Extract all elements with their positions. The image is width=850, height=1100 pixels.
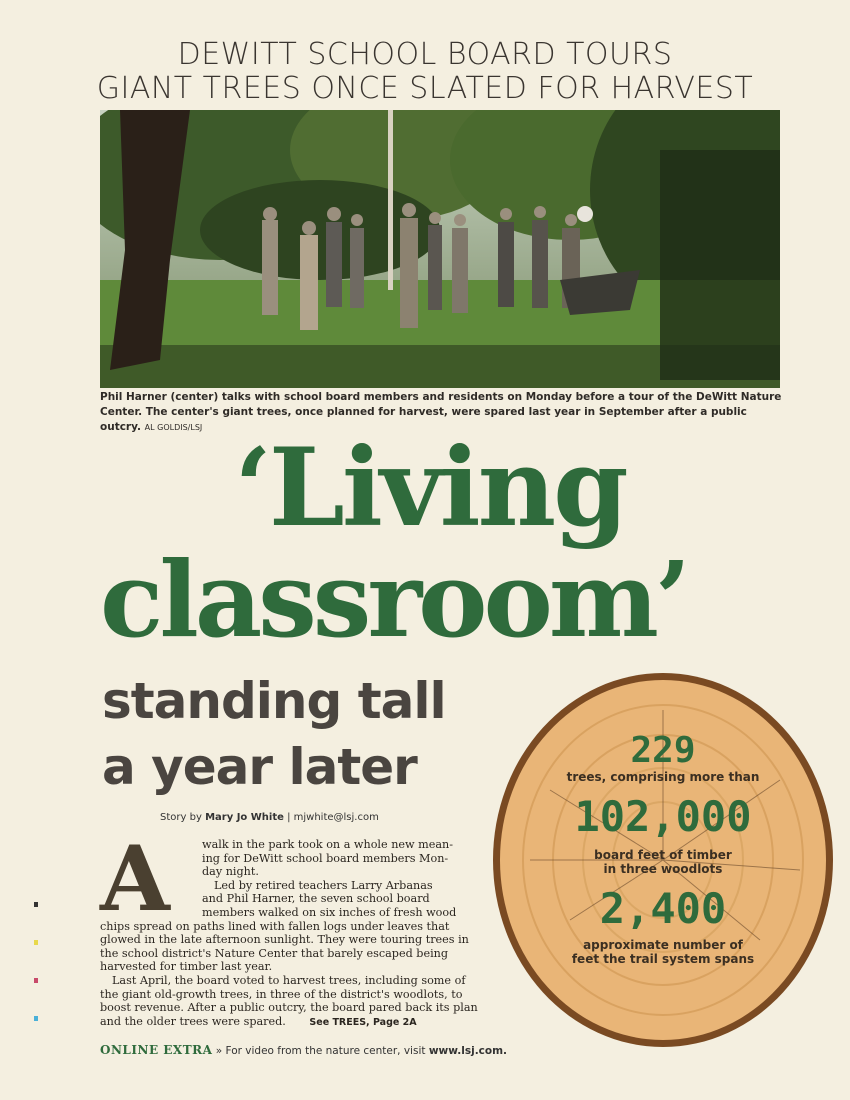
registration-mark: [34, 978, 38, 983]
stat-label: in three woodlots: [603, 862, 723, 876]
online-extra-url[interactable]: www.lsj.com.: [428, 1045, 508, 1057]
article-line: day night.: [202, 865, 259, 879]
article-body: [100, 826, 480, 1029]
stat-number: 102,000: [574, 792, 752, 841]
stat-label: approximate number of: [583, 938, 743, 952]
byline: [160, 812, 379, 823]
photo-illustration: [100, 110, 780, 388]
stat-number: 2,400: [599, 884, 727, 933]
online-extra: [100, 1043, 507, 1057]
byline-prefix: Story by: [160, 812, 202, 823]
registration-mark: [34, 902, 38, 907]
registration-mark: [34, 940, 38, 945]
subtitle-line1: standing tall: [102, 672, 446, 730]
main-title-line2: classroom’: [100, 538, 688, 661]
registration-mark: [34, 1016, 38, 1021]
article-paragraph-3: Last April, the board voted to harvest trees, including some of the giant old-growth trees, in three of the district's woodlots, to boost revenue. After a public outcry, the board pared back its plan and the older trees were spared.: [100, 973, 478, 1028]
jump-link[interactable]: See TREES, Page 2A: [309, 1016, 417, 1028]
photo: [100, 110, 780, 388]
tree-stump-graphic: [490, 670, 836, 1050]
article-line: ing for DeWitt school board members Mon-: [202, 851, 449, 865]
article-paragraph-last: [100, 974, 480, 1029]
article-line: Led by retired teachers Larry Arbanas: [214, 878, 433, 892]
article-line: and Phil Harner, the seven school board: [202, 892, 430, 906]
article-line: walk in the park took on a whole new mean-: [202, 838, 454, 851]
stat-label: board feet of timber: [594, 848, 732, 862]
subtitle: [102, 668, 522, 800]
stat-number: 229: [630, 730, 696, 771]
online-extra-tag: ONLINE EXTRA: [100, 1043, 213, 1057]
byline-author: Mary Jo White: [205, 812, 284, 823]
article-paragraph: chips spread on paths lined with fallen logs under leaves that glowed in the late afternoon sunlight. They were touring trees in the school district's Nature Center that barely escaped being harvested for timber last year.: [100, 919, 469, 974]
caption-text: Phil Harner (center) talks with school board members and residents on Monday before a tour of the DeWitt Nature Center. The center's giant trees, once planned for harvest, were spared last year in September after a public outcry.: [100, 391, 782, 433]
main-title-line1: ‘Living: [234, 425, 626, 551]
stat-trees: [550, 732, 776, 784]
online-extra-text: » For video from the nature center, visit: [215, 1045, 426, 1057]
article-line: members walked on six inches of fresh wood: [202, 905, 457, 919]
stat-label: trees, comprising more than: [566, 770, 760, 784]
article-indented-lines: [100, 826, 480, 932]
subtitle-line2: a year later: [102, 738, 417, 796]
stat-label: feet the trail system spans: [571, 952, 755, 966]
top-headline: [0, 38, 850, 106]
stat-trail: [550, 886, 776, 966]
byline-email: | mjwhite@lsj.com: [287, 812, 379, 823]
stat-board-feet: [550, 794, 776, 876]
top-headline-line2: GIANT TREES ONCE SLATED FOR HARVEST: [96, 71, 754, 106]
top-headline-line1: DEWITT SCHOOL BOARD TOURS: [177, 37, 673, 72]
photo-credit: AL GOLDIS/LSJ: [144, 423, 203, 432]
drop-cap: A: [100, 826, 170, 932]
